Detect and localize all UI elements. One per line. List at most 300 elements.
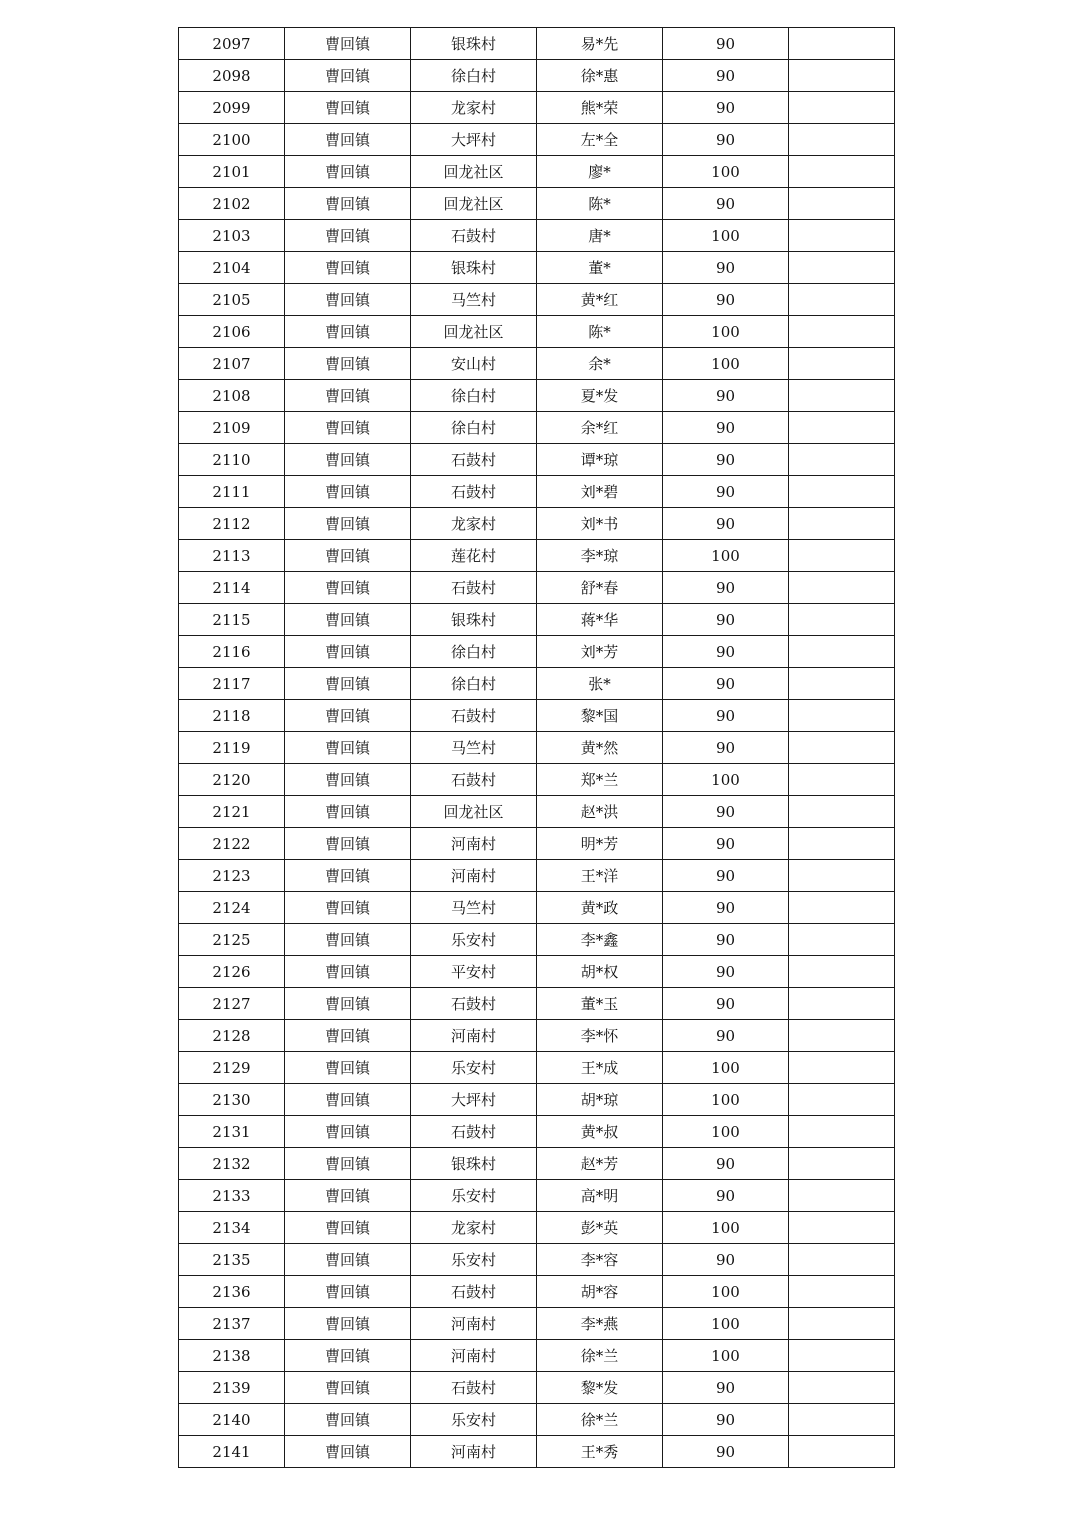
name-cell: 刘*芳: [537, 636, 663, 668]
serial-number-cell: 2109: [179, 412, 285, 444]
town-cell: 曹回镇: [285, 1212, 411, 1244]
village-cell: 徐白村: [411, 380, 537, 412]
name-cell: 陈*: [537, 188, 663, 220]
remark-cell: [789, 1084, 895, 1116]
amount-cell: 100: [663, 540, 789, 572]
village-cell: 龙家村: [411, 92, 537, 124]
serial-number-cell: 2099: [179, 92, 285, 124]
amount-cell: 100: [663, 1276, 789, 1308]
remark-cell: [789, 284, 895, 316]
name-cell: 张*: [537, 668, 663, 700]
town-cell: 曹回镇: [285, 444, 411, 476]
town-cell: 曹回镇: [285, 1020, 411, 1052]
amount-cell: 90: [663, 636, 789, 668]
name-cell: 李*琼: [537, 540, 663, 572]
remark-cell: [789, 156, 895, 188]
serial-number-cell: 2138: [179, 1340, 285, 1372]
town-cell: 曹回镇: [285, 1116, 411, 1148]
amount-cell: 90: [663, 252, 789, 284]
table-row: [179, 1244, 895, 1276]
table-row: [179, 1116, 895, 1148]
serial-number-cell: 2140: [179, 1404, 285, 1436]
remark-cell: [789, 1212, 895, 1244]
village-cell: 石鼓村: [411, 988, 537, 1020]
village-cell: 徐白村: [411, 636, 537, 668]
town-cell: 曹回镇: [285, 892, 411, 924]
remark-cell: [789, 892, 895, 924]
village-cell: 乐安村: [411, 1244, 537, 1276]
village-cell: 徐白村: [411, 412, 537, 444]
table-row: [179, 444, 895, 476]
name-cell: 黎*发: [537, 1372, 663, 1404]
serial-number-cell: 2126: [179, 956, 285, 988]
name-cell: 余*红: [537, 412, 663, 444]
serial-number-cell: 2130: [179, 1084, 285, 1116]
serial-number-cell: 2113: [179, 540, 285, 572]
amount-cell: 90: [663, 988, 789, 1020]
town-cell: 曹回镇: [285, 1436, 411, 1468]
serial-number-cell: 2128: [179, 1020, 285, 1052]
name-cell: 熊*荣: [537, 92, 663, 124]
village-cell: 银珠村: [411, 252, 537, 284]
town-cell: 曹回镇: [285, 188, 411, 220]
village-cell: 回龙社区: [411, 316, 537, 348]
village-cell: 石鼓村: [411, 700, 537, 732]
name-cell: 王*秀: [537, 1436, 663, 1468]
amount-cell: 90: [663, 412, 789, 444]
amount-cell: 90: [663, 796, 789, 828]
table-row: [179, 124, 895, 156]
remark-cell: [789, 1372, 895, 1404]
town-cell: 曹回镇: [285, 60, 411, 92]
village-cell: 回龙社区: [411, 156, 537, 188]
amount-cell: 90: [663, 476, 789, 508]
serial-number-cell: 2133: [179, 1180, 285, 1212]
village-cell: 河南村: [411, 1308, 537, 1340]
amount-cell: 100: [663, 764, 789, 796]
table-row: [179, 796, 895, 828]
serial-number-cell: 2122: [179, 828, 285, 860]
table-row: [179, 1084, 895, 1116]
table-row: [179, 828, 895, 860]
name-cell: 郑*兰: [537, 764, 663, 796]
amount-cell: 100: [663, 348, 789, 380]
village-cell: 马竺村: [411, 732, 537, 764]
name-cell: 彭*英: [537, 1212, 663, 1244]
remark-cell: [789, 1180, 895, 1212]
serial-number-cell: 2135: [179, 1244, 285, 1276]
remark-cell: [789, 796, 895, 828]
village-cell: 大坪村: [411, 1084, 537, 1116]
serial-number-cell: 2100: [179, 124, 285, 156]
table-row: [179, 380, 895, 412]
remark-cell: [789, 1308, 895, 1340]
amount-cell: 100: [663, 1340, 789, 1372]
town-cell: 曹回镇: [285, 604, 411, 636]
amount-cell: 90: [663, 668, 789, 700]
table-row: [179, 60, 895, 92]
serial-number-cell: 2136: [179, 1276, 285, 1308]
name-cell: 黄*政: [537, 892, 663, 924]
town-cell: 曹回镇: [285, 988, 411, 1020]
data-table: [178, 27, 895, 1468]
serial-number-cell: 2120: [179, 764, 285, 796]
name-cell: 黄*然: [537, 732, 663, 764]
amount-cell: 100: [663, 1116, 789, 1148]
amount-cell: 90: [663, 188, 789, 220]
village-cell: 平安村: [411, 956, 537, 988]
serial-number-cell: 2105: [179, 284, 285, 316]
table-row: [179, 860, 895, 892]
name-cell: 左*全: [537, 124, 663, 156]
amount-cell: 90: [663, 924, 789, 956]
amount-cell: 90: [663, 1372, 789, 1404]
amount-cell: 100: [663, 1052, 789, 1084]
village-cell: 马竺村: [411, 284, 537, 316]
table-row: [179, 956, 895, 988]
remark-cell: [789, 508, 895, 540]
village-cell: 乐安村: [411, 1052, 537, 1084]
remark-cell: [789, 700, 895, 732]
town-cell: 曹回镇: [285, 764, 411, 796]
table-row: [179, 28, 895, 60]
serial-number-cell: 2103: [179, 220, 285, 252]
name-cell: 徐*兰: [537, 1340, 663, 1372]
town-cell: 曹回镇: [285, 380, 411, 412]
amount-cell: 90: [663, 124, 789, 156]
table-row: [179, 1436, 895, 1468]
table-row: [179, 1276, 895, 1308]
town-cell: 曹回镇: [285, 796, 411, 828]
name-cell: 董*: [537, 252, 663, 284]
table-row: [179, 1052, 895, 1084]
village-cell: 乐安村: [411, 1180, 537, 1212]
table-row: [179, 1372, 895, 1404]
village-cell: 徐白村: [411, 60, 537, 92]
town-cell: 曹回镇: [285, 508, 411, 540]
name-cell: 陈*: [537, 316, 663, 348]
name-cell: 黄*红: [537, 284, 663, 316]
town-cell: 曹回镇: [285, 28, 411, 60]
amount-cell: 100: [663, 1212, 789, 1244]
name-cell: 胡*权: [537, 956, 663, 988]
remark-cell: [789, 476, 895, 508]
village-cell: 回龙社区: [411, 188, 537, 220]
village-cell: 安山村: [411, 348, 537, 380]
remark-cell: [789, 1116, 895, 1148]
serial-number-cell: 2118: [179, 700, 285, 732]
name-cell: 唐*: [537, 220, 663, 252]
serial-number-cell: 2131: [179, 1116, 285, 1148]
name-cell: 黄*叔: [537, 1116, 663, 1148]
table-row: [179, 924, 895, 956]
village-cell: 石鼓村: [411, 444, 537, 476]
amount-cell: 90: [663, 956, 789, 988]
serial-number-cell: 2114: [179, 572, 285, 604]
village-cell: 石鼓村: [411, 1276, 537, 1308]
remark-cell: [789, 28, 895, 60]
village-cell: 河南村: [411, 860, 537, 892]
remark-cell: [789, 1404, 895, 1436]
name-cell: 赵*洪: [537, 796, 663, 828]
name-cell: 胡*琼: [537, 1084, 663, 1116]
remark-cell: [789, 988, 895, 1020]
table-row: [179, 892, 895, 924]
serial-number-cell: 2137: [179, 1308, 285, 1340]
table-row: [179, 92, 895, 124]
village-cell: 大坪村: [411, 124, 537, 156]
amount-cell: 90: [663, 1148, 789, 1180]
serial-number-cell: 2134: [179, 1212, 285, 1244]
remark-cell: [789, 316, 895, 348]
village-cell: 马竺村: [411, 892, 537, 924]
amount-cell: 100: [663, 316, 789, 348]
amount-cell: 90: [663, 1244, 789, 1276]
town-cell: 曹回镇: [285, 220, 411, 252]
name-cell: 王*成: [537, 1052, 663, 1084]
serial-number-cell: 2132: [179, 1148, 285, 1180]
name-cell: 胡*容: [537, 1276, 663, 1308]
village-cell: 石鼓村: [411, 476, 537, 508]
village-cell: 龙家村: [411, 508, 537, 540]
table-row: [179, 572, 895, 604]
amount-cell: 90: [663, 732, 789, 764]
name-cell: 蒋*华: [537, 604, 663, 636]
town-cell: 曹回镇: [285, 956, 411, 988]
village-cell: 河南村: [411, 1436, 537, 1468]
name-cell: 刘*碧: [537, 476, 663, 508]
town-cell: 曹回镇: [285, 1308, 411, 1340]
remark-cell: [789, 636, 895, 668]
town-cell: 曹回镇: [285, 732, 411, 764]
town-cell: 曹回镇: [285, 284, 411, 316]
town-cell: 曹回镇: [285, 92, 411, 124]
town-cell: 曹回镇: [285, 924, 411, 956]
table-row: [179, 700, 895, 732]
table-row: [179, 1308, 895, 1340]
amount-cell: 90: [663, 828, 789, 860]
remark-cell: [789, 60, 895, 92]
remark-cell: [789, 380, 895, 412]
table-row: [179, 156, 895, 188]
remark-cell: [789, 1052, 895, 1084]
amount-cell: 90: [663, 1020, 789, 1052]
amount-cell: 90: [663, 572, 789, 604]
serial-number-cell: 2141: [179, 1436, 285, 1468]
remark-cell: [789, 348, 895, 380]
serial-number-cell: 2112: [179, 508, 285, 540]
name-cell: 易*先: [537, 28, 663, 60]
remark-cell: [789, 1276, 895, 1308]
village-cell: 石鼓村: [411, 572, 537, 604]
name-cell: 夏*发: [537, 380, 663, 412]
amount-cell: 100: [663, 1308, 789, 1340]
serial-number-cell: 2108: [179, 380, 285, 412]
town-cell: 曹回镇: [285, 860, 411, 892]
serial-number-cell: 2129: [179, 1052, 285, 1084]
remark-cell: [789, 828, 895, 860]
village-cell: 莲花村: [411, 540, 537, 572]
town-cell: 曹回镇: [285, 252, 411, 284]
table-row: [179, 316, 895, 348]
name-cell: 赵*芳: [537, 1148, 663, 1180]
table-row: [179, 284, 895, 316]
serial-number-cell: 2139: [179, 1372, 285, 1404]
village-cell: 回龙社区: [411, 796, 537, 828]
amount-cell: 90: [663, 508, 789, 540]
serial-number-cell: 2110: [179, 444, 285, 476]
table-row: [179, 1020, 895, 1052]
table-row: [179, 508, 895, 540]
remark-cell: [789, 188, 895, 220]
town-cell: 曹回镇: [285, 348, 411, 380]
name-cell: 李*容: [537, 1244, 663, 1276]
table-row: [179, 476, 895, 508]
town-cell: 曹回镇: [285, 572, 411, 604]
remark-cell: [789, 124, 895, 156]
table-row: [179, 220, 895, 252]
remark-cell: [789, 956, 895, 988]
village-cell: 河南村: [411, 1340, 537, 1372]
town-cell: 曹回镇: [285, 1052, 411, 1084]
village-cell: 石鼓村: [411, 1372, 537, 1404]
serial-number-cell: 2102: [179, 188, 285, 220]
name-cell: 徐*惠: [537, 60, 663, 92]
town-cell: 曹回镇: [285, 1340, 411, 1372]
amount-cell: 90: [663, 60, 789, 92]
serial-number-cell: 2104: [179, 252, 285, 284]
remark-cell: [789, 604, 895, 636]
serial-number-cell: 2107: [179, 348, 285, 380]
table-row: [179, 1404, 895, 1436]
serial-number-cell: 2106: [179, 316, 285, 348]
name-cell: 明*芳: [537, 828, 663, 860]
table-row: [179, 988, 895, 1020]
remark-cell: [789, 252, 895, 284]
serial-number-cell: 2121: [179, 796, 285, 828]
table-row: [179, 1212, 895, 1244]
amount-cell: 90: [663, 284, 789, 316]
town-cell: 曹回镇: [285, 316, 411, 348]
serial-number-cell: 2111: [179, 476, 285, 508]
town-cell: 曹回镇: [285, 540, 411, 572]
serial-number-cell: 2117: [179, 668, 285, 700]
amount-cell: 100: [663, 1084, 789, 1116]
remark-cell: [789, 220, 895, 252]
amount-cell: 90: [663, 28, 789, 60]
amount-cell: 90: [663, 444, 789, 476]
table-row: [179, 636, 895, 668]
town-cell: 曹回镇: [285, 1276, 411, 1308]
name-cell: 刘*书: [537, 508, 663, 540]
village-cell: 河南村: [411, 828, 537, 860]
remark-cell: [789, 540, 895, 572]
remark-cell: [789, 1244, 895, 1276]
village-cell: 银珠村: [411, 28, 537, 60]
village-cell: 徐白村: [411, 668, 537, 700]
remark-cell: [789, 860, 895, 892]
village-cell: 石鼓村: [411, 220, 537, 252]
table-row: [179, 412, 895, 444]
serial-number-cell: 2097: [179, 28, 285, 60]
amount-cell: 90: [663, 92, 789, 124]
serial-number-cell: 2123: [179, 860, 285, 892]
remark-cell: [789, 92, 895, 124]
town-cell: 曹回镇: [285, 636, 411, 668]
village-cell: 石鼓村: [411, 1116, 537, 1148]
village-cell: 乐安村: [411, 924, 537, 956]
remark-cell: [789, 1436, 895, 1468]
name-cell: 董*玉: [537, 988, 663, 1020]
remark-cell: [789, 1148, 895, 1180]
table-row: [179, 540, 895, 572]
serial-number-cell: 2124: [179, 892, 285, 924]
table-row: [179, 1148, 895, 1180]
serial-number-cell: 2098: [179, 60, 285, 92]
town-cell: 曹回镇: [285, 1404, 411, 1436]
name-cell: 李*鑫: [537, 924, 663, 956]
remark-cell: [789, 924, 895, 956]
amount-cell: 100: [663, 220, 789, 252]
table-row: [179, 252, 895, 284]
village-cell: 银珠村: [411, 1148, 537, 1180]
town-cell: 曹回镇: [285, 668, 411, 700]
name-cell: 余*: [537, 348, 663, 380]
table-row: [179, 668, 895, 700]
town-cell: 曹回镇: [285, 124, 411, 156]
table-row: [179, 348, 895, 380]
serial-number-cell: 2125: [179, 924, 285, 956]
town-cell: 曹回镇: [285, 476, 411, 508]
serial-number-cell: 2101: [179, 156, 285, 188]
name-cell: 徐*兰: [537, 1404, 663, 1436]
town-cell: 曹回镇: [285, 700, 411, 732]
amount-cell: 90: [663, 1180, 789, 1212]
remark-cell: [789, 732, 895, 764]
town-cell: 曹回镇: [285, 412, 411, 444]
serial-number-cell: 2127: [179, 988, 285, 1020]
town-cell: 曹回镇: [285, 1180, 411, 1212]
name-cell: 廖*: [537, 156, 663, 188]
amount-cell: 90: [663, 700, 789, 732]
village-cell: 龙家村: [411, 1212, 537, 1244]
name-cell: 舒*春: [537, 572, 663, 604]
table-row: [179, 732, 895, 764]
town-cell: 曹回镇: [285, 1244, 411, 1276]
table-body: [179, 28, 895, 1468]
town-cell: 曹回镇: [285, 156, 411, 188]
amount-cell: 100: [663, 156, 789, 188]
table-row: [179, 764, 895, 796]
village-cell: 石鼓村: [411, 764, 537, 796]
amount-cell: 90: [663, 380, 789, 412]
name-cell: 李*怀: [537, 1020, 663, 1052]
remark-cell: [789, 1020, 895, 1052]
name-cell: 王*洋: [537, 860, 663, 892]
table-row: [179, 604, 895, 636]
amount-cell: 90: [663, 1404, 789, 1436]
town-cell: 曹回镇: [285, 1372, 411, 1404]
village-cell: 乐安村: [411, 1404, 537, 1436]
serial-number-cell: 2116: [179, 636, 285, 668]
remark-cell: [789, 412, 895, 444]
table-row: [179, 1340, 895, 1372]
remark-cell: [789, 764, 895, 796]
remark-cell: [789, 1340, 895, 1372]
table-row: [179, 1180, 895, 1212]
name-cell: 李*燕: [537, 1308, 663, 1340]
amount-cell: 90: [663, 1436, 789, 1468]
